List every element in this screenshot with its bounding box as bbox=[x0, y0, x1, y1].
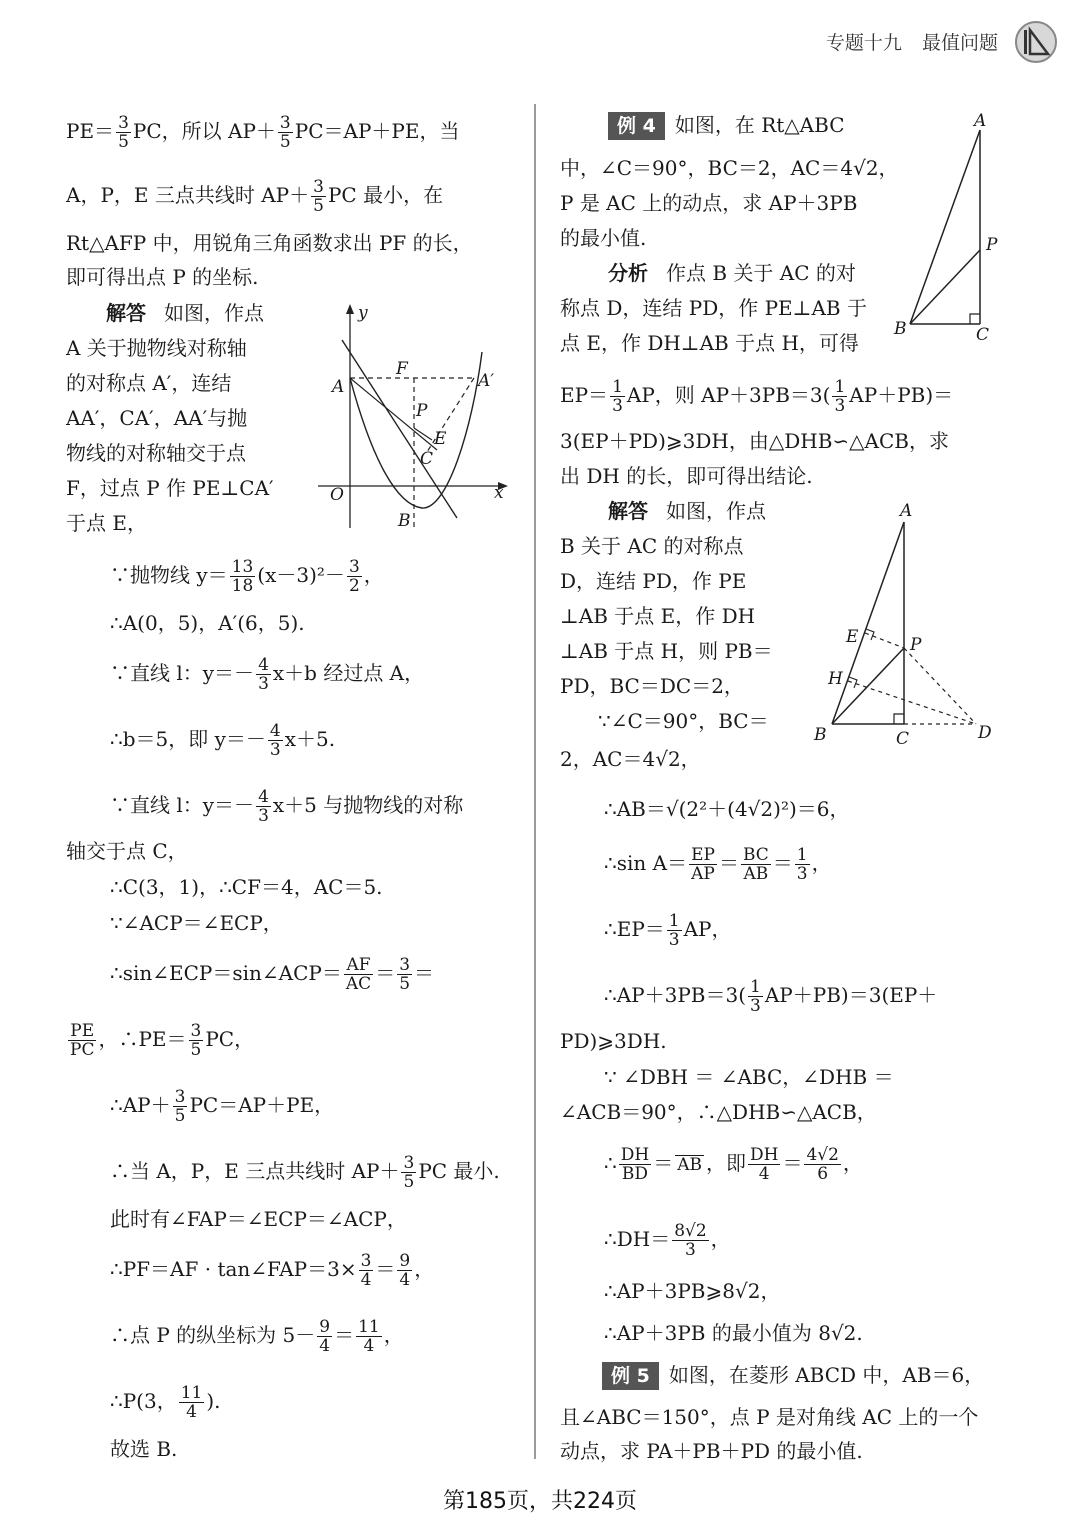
solution-line-2: A 关于抛物线对称轴 bbox=[66, 336, 247, 360]
eq-ap-3pb-bound: ∴AP＋3PB⩾8√2， bbox=[604, 1279, 781, 1303]
fig3-label-p: P bbox=[910, 635, 922, 655]
eq-line-axis: ∵直线 l：y＝－ $\frac{4}{3}$ x＋5 与抛物线的对称 bbox=[110, 787, 464, 826]
fig1-label-o: O bbox=[330, 485, 344, 505]
solution-line-7: 于点 E， bbox=[66, 511, 147, 535]
eq-pd-3dh: PD)⩾3DH. bbox=[560, 1029, 667, 1053]
eq-p-coords: ∴P(3， $\frac{11}{4}$ ). bbox=[110, 1383, 221, 1422]
figure-parabola bbox=[312, 300, 512, 535]
solution-line-4: AA′，CA′，AA′与抛 bbox=[66, 406, 248, 430]
eq-ap-3pb: ∴AP＋3PB＝3( $\frac{1}{3}$ AP＋PB)＝3(EP＋ bbox=[604, 977, 938, 1016]
example-5-line-1: 例 5 如图，在菱形 ABCD 中，AB＝6， bbox=[560, 1362, 984, 1390]
eq-angle-dbh: ∵ ∠DBH ＝ ∠ABC，∠DHB ＝ bbox=[604, 1065, 894, 1089]
solution-line-5: 物线的对称轴交于点 bbox=[66, 441, 246, 465]
solution-line-6: F，过点 P 作 PE⊥CA′ bbox=[66, 476, 274, 500]
analysis-line-6: 出 DH 的长，即可得出结论. bbox=[560, 464, 813, 488]
fig3-label-h: H bbox=[828, 669, 843, 689]
fig1-label-f: F bbox=[396, 359, 408, 379]
chapter-logo-icon bbox=[1014, 20, 1058, 64]
fig3-label-e: E bbox=[846, 627, 859, 647]
analysis-line-2: 称点 D，连结 PD，作 PE⊥AB 于 bbox=[560, 296, 867, 320]
eq-ab-length: ∴AB＝√(2²＋(4√2)²)＝6， bbox=[604, 797, 850, 821]
figure-triangle-abc bbox=[890, 108, 1030, 348]
eq-pe-value: $\frac{PE}{PC}$ ，∴PE＝ $\frac{3}{5}$ PC， bbox=[70, 1021, 255, 1060]
fig1-label-a: A bbox=[332, 377, 345, 397]
solution-line-3: 的对称点 A′，连结 bbox=[66, 371, 232, 395]
eq-line-l: ∵直线 l：y＝－ $\frac{4}{3}$ x＋b 经过点 A， bbox=[110, 655, 425, 694]
eq-ep-value: ∴EP＝ $\frac{1}{3}$ AP， bbox=[604, 911, 732, 950]
page-footer: 第185页，共224页 bbox=[443, 1489, 637, 1514]
eq-dh-value: ∴DH＝ $\frac{8√2}{3}$ ， bbox=[604, 1221, 731, 1260]
intro-line-1: PE＝ $\frac{3}{5}$ PC，所以 AP＋ $\frac{3}{5}$ PC＝AP＋PE，当 bbox=[66, 113, 460, 152]
fig1-label-x: x bbox=[494, 483, 504, 503]
example-4-line-4: 的最小值. bbox=[560, 226, 647, 250]
eq-b-value: ∴b＝5，即 y＝－ $\frac{4}{3}$ x＋5. bbox=[110, 721, 336, 760]
ex4-solution-line-7: ∵∠C＝90°，BC＝ bbox=[598, 709, 769, 733]
analysis-line-5: 3(EP＋PD)⩾3DH，由△DHB∽△ACB，求 bbox=[560, 429, 949, 453]
fig1-label-e: E bbox=[434, 429, 447, 449]
ex4-solution-line-2: B 关于 AC 的对称点 bbox=[560, 534, 744, 558]
intro-line-2: A，P，E 三点共线时 AP＋ $\frac{3}{5}$ PC 最小，在 bbox=[66, 177, 444, 216]
eq-ap-sum: ∴AP＋ $\frac{3}{5}$ PC＝AP＋PE， bbox=[110, 1087, 335, 1126]
column-divider bbox=[534, 104, 536, 1459]
eq-pf-length: ∴PF＝AF · tan∠FAP＝3× $\frac{3}{4}$ ＝ $\frac{9}{4}$ ， bbox=[110, 1251, 435, 1290]
example-4-tag: 例 4 bbox=[608, 112, 665, 140]
fig2-label-b: B bbox=[894, 319, 907, 339]
example-4-line-1: 例 4 如图，在 Rt△ABC bbox=[560, 112, 845, 140]
eq-sin-a: ∴sin A＝ $\frac{EP}{AP}$ ＝ $\frac{BC}{AB}$ ＝ $\frac{1}{3}$ ， bbox=[604, 845, 832, 884]
header-title: 最值问题 bbox=[921, 32, 998, 54]
eq-min-value: ∴AP＋3PB 的最小值为 8√2. bbox=[604, 1321, 863, 1345]
fig3-label-a: A bbox=[900, 501, 913, 521]
fig2-label-a: A bbox=[974, 111, 987, 131]
example-4-line-3: P 是 AC 上的动点，求 AP＋3PB bbox=[560, 191, 858, 215]
analysis-line-1: 分析 作点 B 关于 AC 的对 bbox=[608, 261, 856, 285]
ex4-solution-line-3: D，连结 PD，作 PE bbox=[560, 569, 747, 593]
fig1-label-c: C bbox=[420, 449, 434, 469]
analysis-line-3: 点 E，作 DH⊥AB 于点 H，可得 bbox=[560, 331, 859, 355]
eq-parabola: ∵抛物线 y＝ $\frac{13}{18}$ (x－3)²－ $\frac{3}{2}$ ， bbox=[110, 557, 384, 596]
fig1-label-ap: A′ bbox=[478, 371, 495, 391]
example-4-line-2: 中，∠C＝90°，BC＝2，AC＝4√2， bbox=[560, 156, 899, 180]
eq-collinear-min: ∴当 A，P，E 三点共线时 AP＋ $\frac{3}{5}$ PC 最小. bbox=[110, 1153, 500, 1192]
intro-line-4: 即可得出点 P 的坐标. bbox=[66, 265, 259, 289]
figure-reflection bbox=[810, 498, 1010, 748]
ex4-solution-line-5: ⊥AB 于点 H，则 PB＝ bbox=[560, 639, 773, 663]
eq-points-a: ∴A(0，5)，A′(6，5). bbox=[110, 611, 305, 635]
running-header bbox=[812, 28, 998, 55]
fig1-label-p: P bbox=[416, 401, 428, 421]
eq-p-ordinate: ∴点 P 的纵坐标为 5－ $\frac{9}{4}$ ＝ $\frac{11}{4}$ ， bbox=[110, 1317, 404, 1356]
example-5-line-2: 且∠ABC＝150°，点 P 是对角线 AC 上的一个 bbox=[560, 1405, 979, 1429]
eq-c-coords: ∴C(3，1)，∴CF＝4，AC＝5. bbox=[110, 875, 383, 899]
solution-line-1: 解答 如图，作点 bbox=[106, 301, 264, 325]
intro-line-3: Rt△AFP 中，用锐角三角函数求出 PF 的长， bbox=[66, 231, 473, 255]
analysis-line-4: EP＝ $\frac{1}{3}$ AP，则 AP＋3PB＝3( $\frac{1}{3}$ AP＋PB)＝ bbox=[560, 377, 954, 416]
eq-axis-point-c: 轴交于点 C， bbox=[66, 839, 188, 863]
fig1-label-b: B bbox=[398, 511, 411, 531]
fig2-label-p: P bbox=[986, 235, 998, 255]
eq-ratio-dh: ∴ $\frac{DH}{BD}$ ＝ AB ，即 $\frac{DH}{4}$ ＝ $\frac{4√2}{6}$ ， bbox=[604, 1145, 863, 1184]
eq-similar: ∠ACB＝90°，∴△DHB∽△ACB， bbox=[560, 1100, 877, 1124]
ex4-solution-line-8: 2，AC＝4√2， bbox=[560, 747, 701, 771]
fig1-label-y: y bbox=[358, 303, 368, 323]
example-5-tag: 例 5 bbox=[602, 1362, 659, 1390]
fig3-label-c: C bbox=[896, 729, 910, 748]
eq-angle-fap: 此时有∠FAP＝∠ECP＝∠ACP， bbox=[110, 1207, 407, 1231]
fig2-label-c: C bbox=[976, 325, 990, 345]
ex4-solution-line-1: 解答 如图，作点 bbox=[608, 499, 766, 523]
eq-sine: ∴sin∠ECP＝sin∠ACP＝ $\frac{AF}{AC}$ ＝ $\frac{3}{5}$ ＝ bbox=[110, 955, 435, 994]
header-topic: 专题十九 bbox=[825, 32, 902, 54]
ex4-solution-line-6: PD，BC＝DC＝2， bbox=[560, 674, 744, 698]
ex4-solution-line-4: ⊥AB 于点 E，作 DH bbox=[560, 604, 756, 628]
fig3-label-b: B bbox=[814, 725, 827, 745]
answer-choice: 故选 B. bbox=[110, 1437, 178, 1461]
example-5-line-3: 动点，求 PA＋PB＋PD 的最小值. bbox=[560, 1439, 863, 1463]
fig3-label-d: D bbox=[978, 723, 992, 743]
eq-angle-equal: ∵∠ACP＝∠ECP， bbox=[110, 911, 283, 935]
